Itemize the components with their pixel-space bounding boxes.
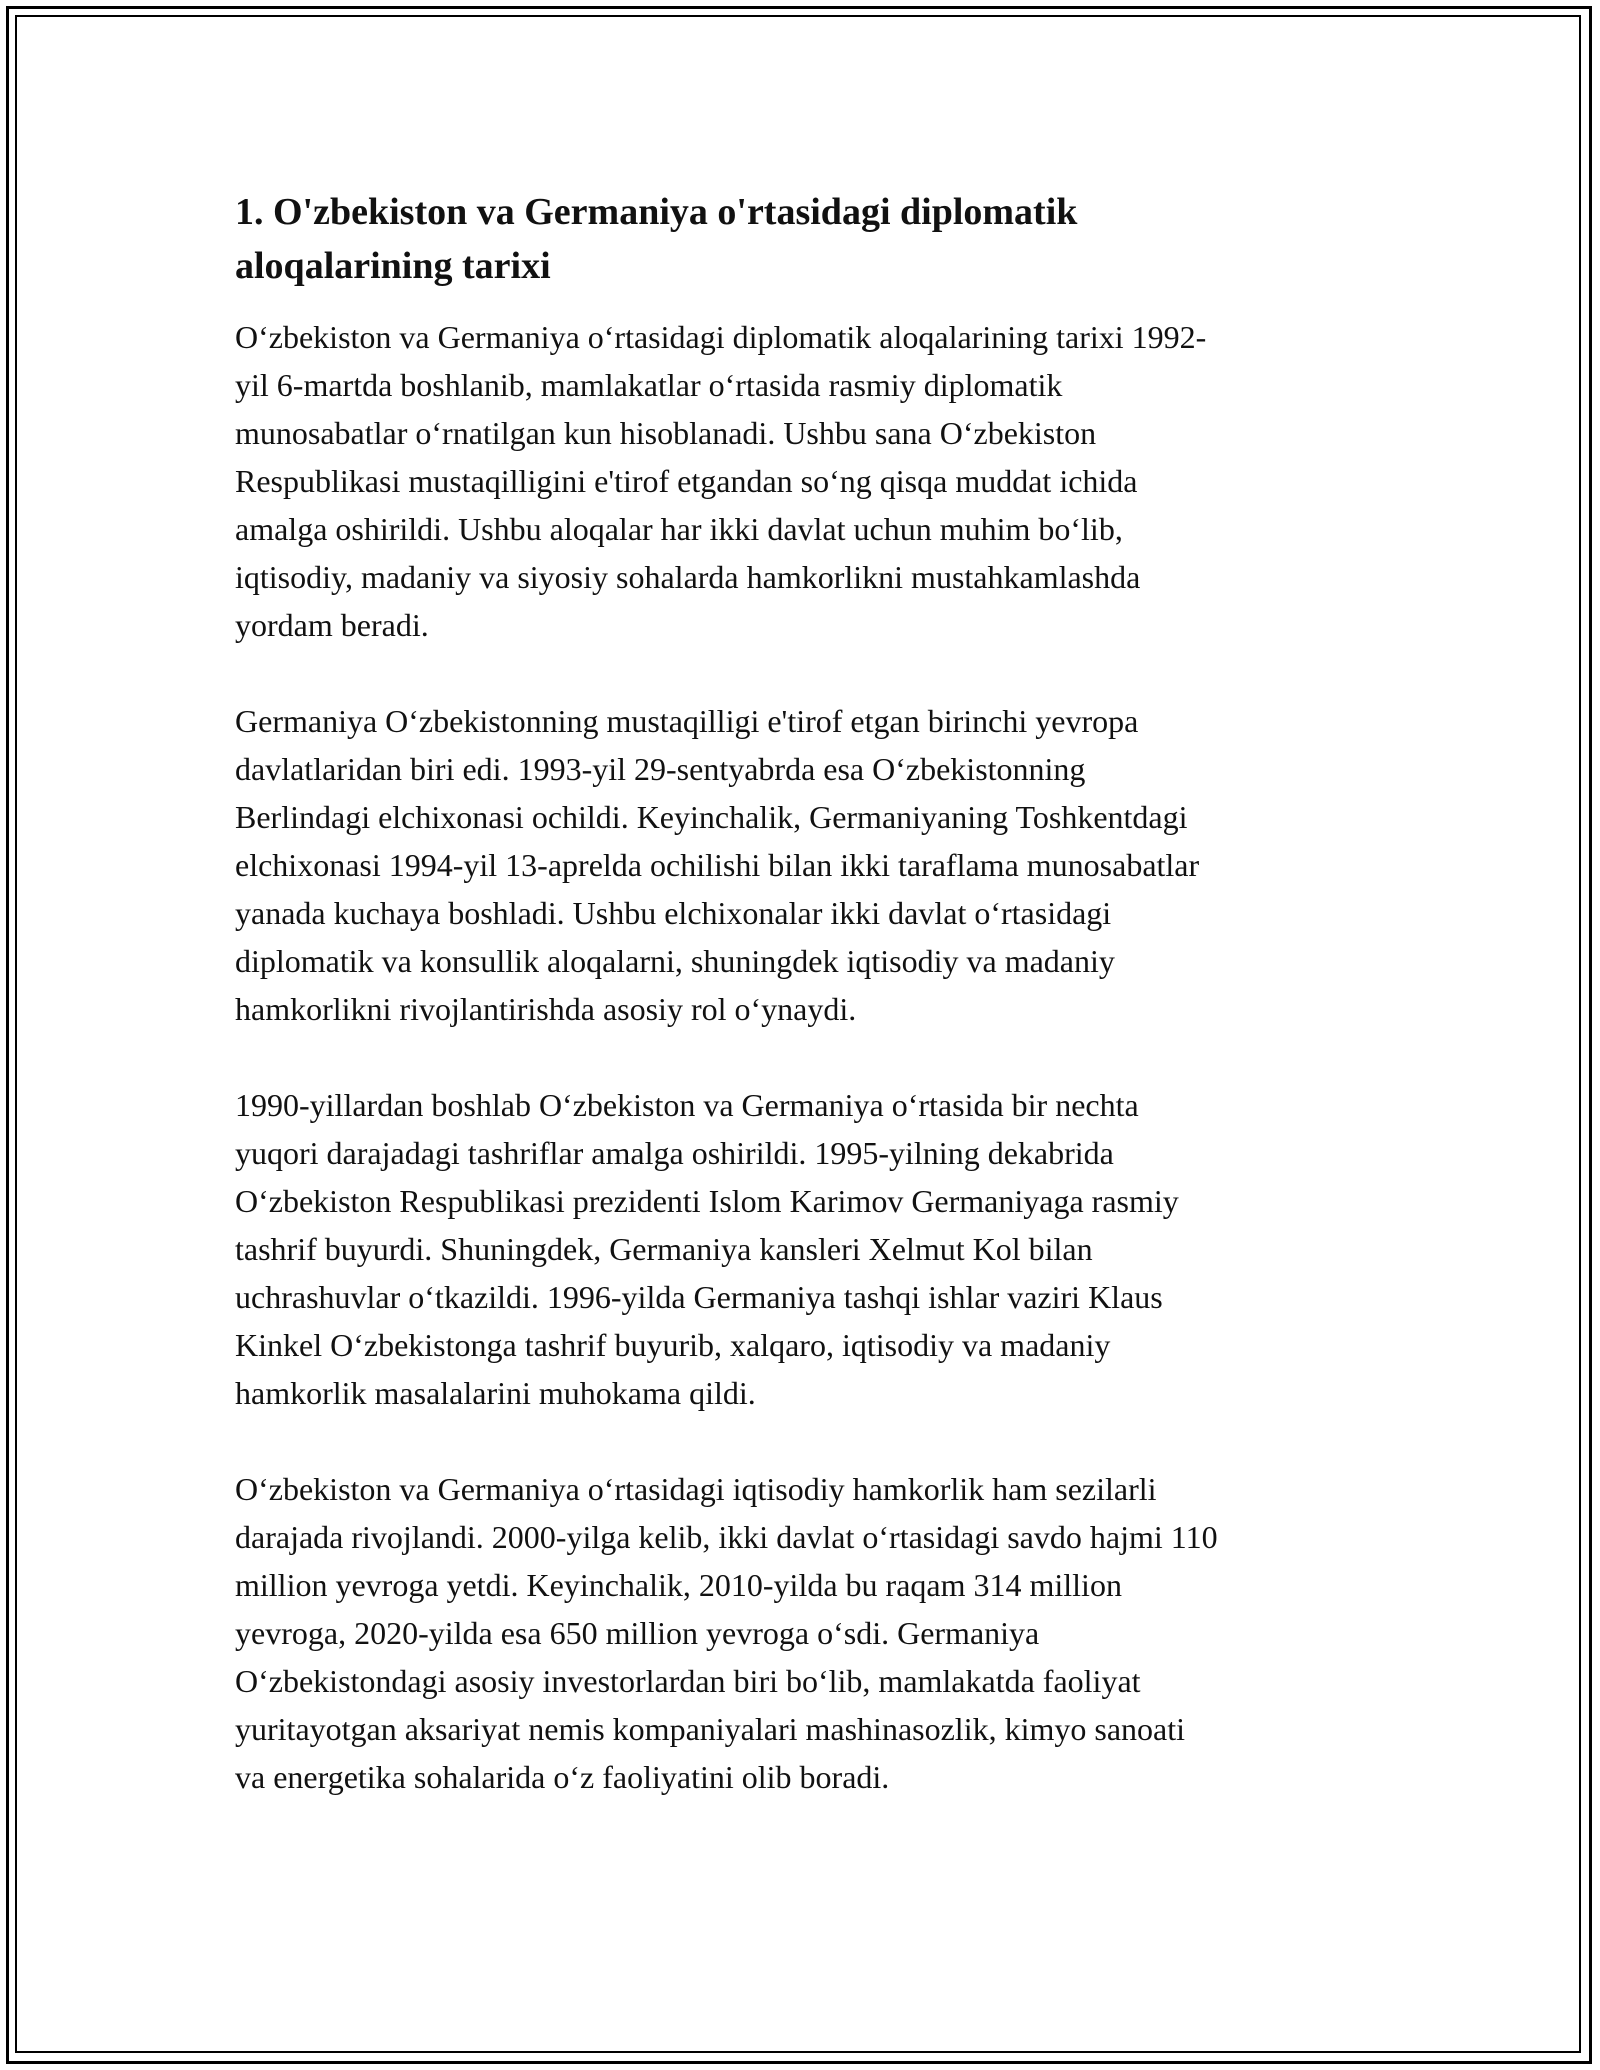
paragraph-2: Germaniya O‘zbekistonning mustaqilligi e'tirof etgan birinchi yevropa davlatlaridan biri edi. 1993-yil 29-sentyabrda esa O‘zbekistonning Berlindagi elchixonasi ochildi. Keyinchalik, Germaniyaning Toshkentdagi elchixonasi 1994-yil 13-aprelda ochilishi bilan ikki taraflama munosabatlar yanada kuchaya boshladi. Ushbu elchixonalar ikki davlat o‘rtasidagi diplomatik va konsullik aloqalarni, shuningdek iqtisodiy va madaniy hamkorlikni rivojlantirishda asosiy rol o‘ynaydi.	[235, 703, 1200, 1027]
paragraph-1: O‘zbekiston va Germaniya o‘rtasidagi diplomatik aloqalarining tarixi 1992- yil 6-martda boshlanib, mamlakatlar o‘rtasida rasmiy diplomatik munosabatlar o‘rnatilgan kun hisoblanadi. Ushbu sana O‘zbekiston Respublikasi mustaqilligini e'tirof etgandan so‘ng qisqa muddat ichida amalga oshirildi. Ushbu aloqalar har ikki davlat uchun muhim bo‘lib, iqtisodiy, madaniy va siyosiy sohalarda hamkorlikni mustahkamlashda yordam beradi.	[235, 319, 1207, 643]
document-body	[235, 185, 1375, 1849]
paragraph-4: O‘zbekiston va Germaniya o‘rtasidagi iqtisodiy hamkorlik ham sezilarli darajada rivojlandi. 2000-yilga kelib, ikki davlat o‘rtasidagi savdo hajmi 110 million yevroga yetdi. Keyinchalik, 2010-yilda bu raqam 314 million yevroga, 2020-yilda esa 650 million yevroga o‘sdi. Germaniya O‘zbekistondagi asosiy investorlardan biri bo‘lib, mamlakatda faoliyat yuritayotgan aksariyat nemis kompaniyalari mashinasozlik, kimyo sanoati va energetika sohalarida o‘z faoliyatini olib boradi.	[235, 1471, 1218, 1795]
paragraph-3: 1990-yillardan boshlab O‘zbekiston va Germaniya o‘rtasida bir nechta yuqori darajadagi tashriflar amalga oshirildi. 1995-yilning dekabrida O‘zbekiston Respublikasi prezidenti Islom Karimov Germaniyaga rasmiy tashrif buyurdi. Shuningdek, Germaniya kansleri Xelmut Kol bilan uchrashuvlar o‘tkazildi. 1996-yilda Germaniya tashqi ishlar vaziri Klaus Kinkel O‘zbekistonga tashrif buyurib, xalqaro, iqtisodiy va madaniy hamkorlik masalalarini muhokama qildi.	[235, 1087, 1179, 1411]
section-heading: 1. O'zbekiston va Germaniya o'rtasidagi diplomatik aloqalarining tarixi	[235, 191, 1078, 287]
